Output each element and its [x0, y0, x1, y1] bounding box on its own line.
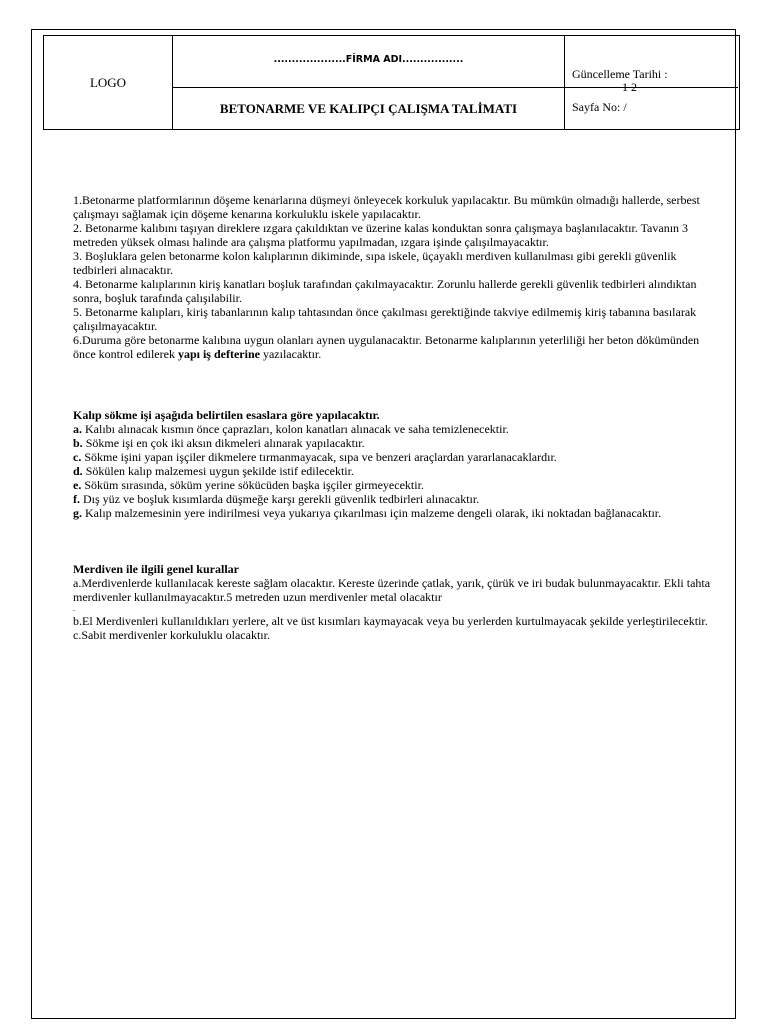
rule-item-1: 1.Betonarme platformlarının döşeme kenarlarına düşmeyi önleyecek korkuluk yapılacaktır. Bu mümkün olmadığı hallerde, serbest çalışmayı sağlamak için döşeme kenarına korkuluklu iskele yapılacaktır.: [73, 193, 700, 221]
ladder-item-c: c.Sabit merdivenler korkuluklu olacaktır.: [73, 628, 270, 642]
logo: [44, 36, 173, 129]
rule-item-6-text: 6.Duruma göre betonarme kalıbına uygun olanları aynen uygulanacaktır. Betonarme kalıplarının yeterliliği her beton dökümünden önce kontrol edilerek: [73, 333, 700, 361]
ladder-item-b: b.El Merdivenleri kullanıldıkları yerlere, alt ve üst kısımları kaymayacak veya bu yerlerden kurtulmayacak şekilde yerleştirilecektir.: [73, 614, 708, 628]
list-item-letter: g.: [73, 506, 82, 520]
list-item-text: Sökülen kalıp malzemesi uygun şekilde istif edilecektir.: [82, 464, 354, 478]
rule-item-2: 2. Betonarme kalıbını taşıyan direklere ızgara çakıldıktan ve üzerine kalas konduktan sonra çalışmaya başlanılacaktır. Tavanın 3 metreden yüksek olması halinde ara çalışma platformu yapılmadan, ızgara işinde çalışılmayacaktır.: [73, 221, 689, 249]
rule-item-4: 4. Betonarme kalıplarının kiriş kanatları boşluk tarafından çakılmayacaktır. Zorunlu hallerde gerekli güvenlik tedbirleri alındıktan sonra, boşluk tarafında çalışılabilir.: [73, 277, 697, 305]
rule-item-5: 5. Betonarme kalıpları, kiriş tabanlarının kalıp tahtasından önce çakılması gerektiğinde takviye edilmemiş kiriş tabanına basılarak çalışılmayacaktır.: [73, 305, 697, 333]
rule-item-3: 3. Boşluklara gelen betonarme kolon kalıplarının dikiminde, sıpa iskele, üçayaklı merdiven kullanılması gibi gerekli güvenlik tedbirleri alınacaktır.: [73, 249, 677, 277]
section-general-rules: [73, 193, 723, 361]
list-item-text: Kalıp malzemesinin yere indirilmesi veya yukarıya çıkarılması için malzeme dengeli olarak, iki noktadan bağlanacaktır.: [82, 506, 662, 520]
list-item-text: Sökme işini yapan işçiler dikmelere tırmanmayacak, sıpa ve benzeri araçlardan yararlanacaklardır.: [81, 450, 557, 464]
list-item-text: Söküm sırasında, söküm yerine sökücüden başka işçiler girmeyecektir.: [81, 478, 424, 492]
list-item: [73, 492, 723, 506]
list-item: [73, 436, 723, 450]
list-item-letter: e.: [73, 478, 82, 492]
page-number-label: Sayfa No: /: [572, 100, 627, 114]
document-title: BETONARME VE KALIPÇI ÇALIŞMA TALİMATI: [173, 88, 565, 129]
page-numbers: 1 2: [622, 80, 637, 94]
section-heading: Merdiven ile ilgili genel kurallar: [73, 562, 239, 576]
list-item-letter: d.: [73, 464, 83, 478]
update-date-cell: [565, 36, 738, 94]
update-date-label: Güncelleme Tarihi :: [572, 67, 668, 81]
rule-item-6: [73, 333, 723, 361]
list-item: [73, 506, 723, 520]
firm-name: ....................FİRMA ADI.................: [173, 36, 565, 88]
list-item-letter: a.: [73, 422, 82, 436]
ladder-item-a: a.Merdivenlerde kullanılacak kereste sağlam olacaktır. Kereste üzerinde çatlak, yarık, çürük ve iri budak bulunmayacaktır. Ekli tahta merdivenler kullanılmayacaktır.5 metreden uzun merdivenler metal olacaktır: [73, 576, 711, 604]
logo-label: LOGO: [89, 74, 127, 90]
stray-dot: .: [73, 604, 75, 613]
section-heading: Kalıp sökme işi aşağıda belirtilen esaslara göre yapılacaktır.: [73, 408, 380, 422]
list-item-text: Sökme işi en çok iki aksın dikmeleri alınarak yapılacaktır.: [82, 436, 365, 450]
list-item-letter: f.: [73, 492, 80, 506]
section-ladder-rules: [73, 562, 723, 642]
list-item: [73, 478, 723, 492]
list-item-letter: b.: [73, 436, 83, 450]
list-item-text: Kalıbı alınacak kısmın önce çaprazları, kolon kanatları alınacak ve saha temizlenecektir.: [82, 422, 509, 436]
list-item: [73, 422, 723, 436]
section-formwork-removal: [73, 408, 723, 520]
list-item: [73, 464, 723, 478]
list-item-text: Dış yüz ve boşluk kısımlarda düşmeğe karşı gerekli güvenlik tedbirleri alınacaktır.: [80, 492, 480, 506]
header-table: [43, 35, 740, 130]
page-number-cell: [565, 88, 738, 129]
list-item: [73, 450, 723, 464]
document-body: [73, 193, 723, 642]
rule-item-6-end: yazılacaktır.: [259, 347, 322, 361]
rule-item-6-bold: yapı iş defterine: [177, 347, 260, 361]
list-item-letter: c.: [73, 450, 82, 464]
